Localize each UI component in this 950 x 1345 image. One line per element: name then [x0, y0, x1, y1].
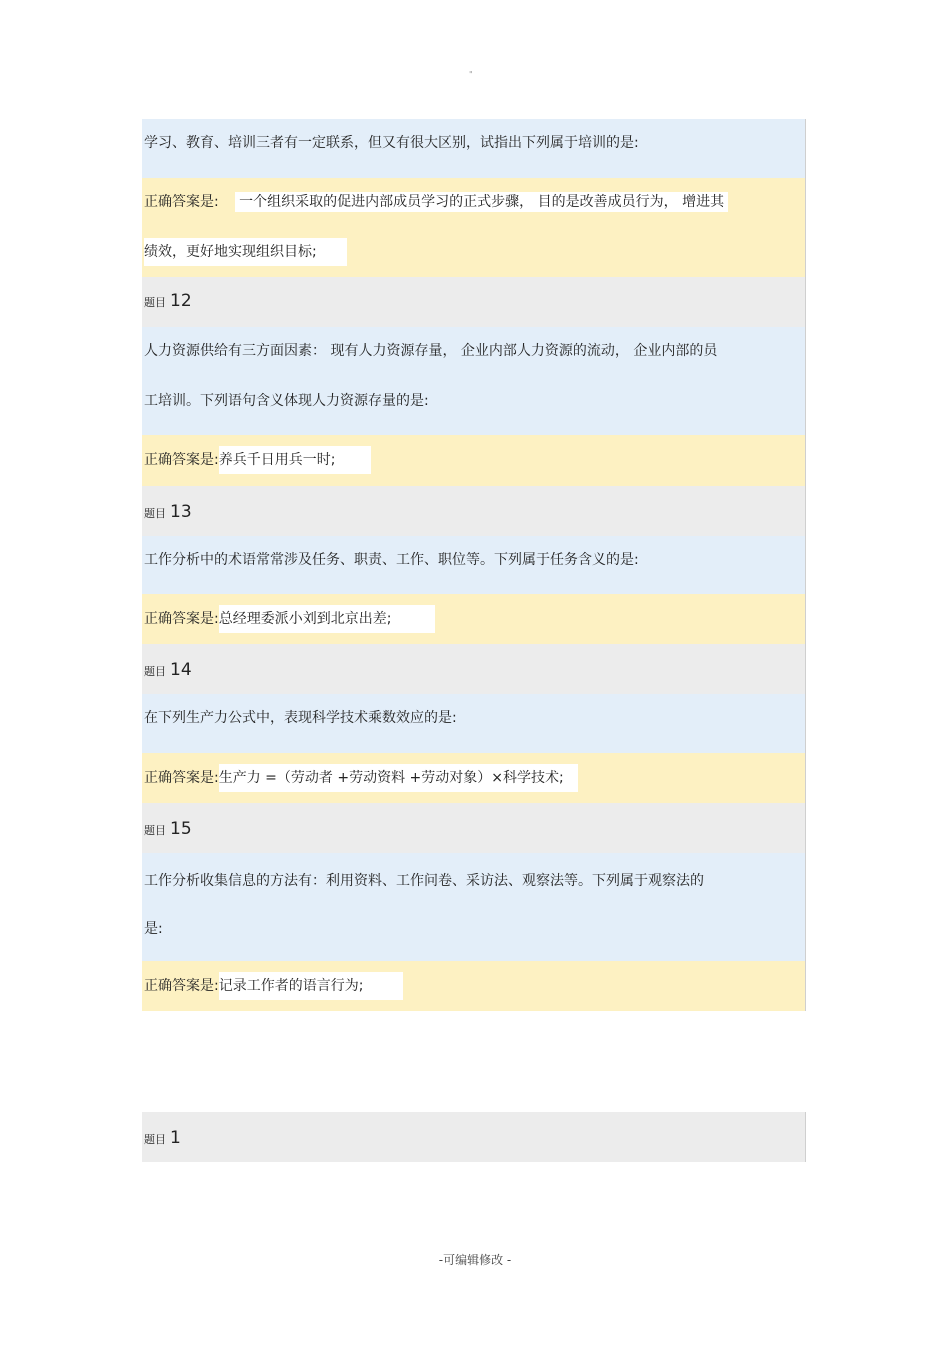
- footer-note: -可编辑修改 -: [438, 1253, 512, 1267]
- answer-text: 生产力 =（劳动者 +劳动资料 +劳动对象）×科学技术;: [219, 764, 578, 792]
- question-text: 工培训。下列语句含义体现人力资源存量的是:: [144, 393, 429, 409]
- answer-block: [142, 435, 806, 486]
- question-text: 学习、教育、培训三者有一定联系，但又有很大区别，试指出下列属于培训的是:: [144, 135, 639, 151]
- question-heading-label: 题目: [144, 296, 166, 309]
- answer-label: 正确答案是:: [144, 194, 219, 210]
- answer-text: 绩效，更好地实现组织目标;: [144, 238, 347, 266]
- question-heading: [142, 644, 806, 694]
- header-mark: ": [469, 70, 473, 79]
- question-text: 在下列生产力公式中，表现科学技术乘数效应的是:: [144, 710, 457, 726]
- question-block: [142, 694, 806, 753]
- answer-line: [144, 764, 578, 792]
- answer-block: [142, 178, 806, 277]
- answer-label: 正确答案是:: [144, 452, 219, 468]
- answer-line: [144, 446, 371, 474]
- answer-label: 正确答案是:: [144, 770, 219, 786]
- question-text: 是:: [144, 921, 163, 937]
- answer-label: 正确答案是:: [144, 611, 219, 627]
- answer-line: [144, 238, 347, 266]
- question-number: 14: [170, 660, 192, 680]
- answer-line: [144, 605, 435, 633]
- question-text: 人力资源供给有三方面因素： 现有人力资源存量， 企业内部人力资源的流动， 企业内部的员: [144, 343, 718, 359]
- question-heading: [142, 277, 806, 327]
- question-number: 15: [170, 819, 192, 839]
- question-block: [142, 536, 806, 594]
- question-text: 工作分析中的术语常常涉及任务、职责、工作、职位等。下列属于任务含义的是:: [144, 552, 639, 568]
- question-block: [142, 119, 806, 178]
- answer-text: 记录工作者的语言行为;: [219, 972, 404, 1000]
- answer-block: [142, 753, 806, 803]
- answer-text: 一个组织采取的促进内部成员学习的正式步骤， 目的是改善成员行为， 增进其: [235, 192, 728, 212]
- answer-block: [142, 594, 806, 644]
- answer-line: [144, 192, 728, 212]
- question-block: [142, 327, 806, 435]
- answer-label: 正确答案是:: [144, 978, 219, 994]
- question-heading-label: 题目: [144, 507, 166, 520]
- answer-line: [144, 972, 403, 1000]
- answer-block: [142, 961, 806, 1011]
- question-heading: [142, 486, 806, 536]
- question-block: [142, 853, 806, 961]
- question-heading-label: 题目: [144, 1133, 166, 1146]
- answer-text: 养兵千日用兵一时;: [219, 446, 372, 474]
- question-heading-label: 题目: [144, 665, 166, 678]
- question-number: 1: [170, 1128, 181, 1148]
- answer-text: 总经理委派小刘到北京出差;: [219, 605, 436, 633]
- question-heading: [142, 1112, 806, 1162]
- question-number: 13: [170, 502, 192, 522]
- question-heading: [142, 803, 806, 853]
- question-text: 工作分析收集信息的方法有：利用资料、工作问卷、采访法、观察法等。下列属于观察法的: [144, 873, 704, 889]
- question-heading-label: 题目: [144, 824, 166, 837]
- question-number: 12: [170, 291, 192, 311]
